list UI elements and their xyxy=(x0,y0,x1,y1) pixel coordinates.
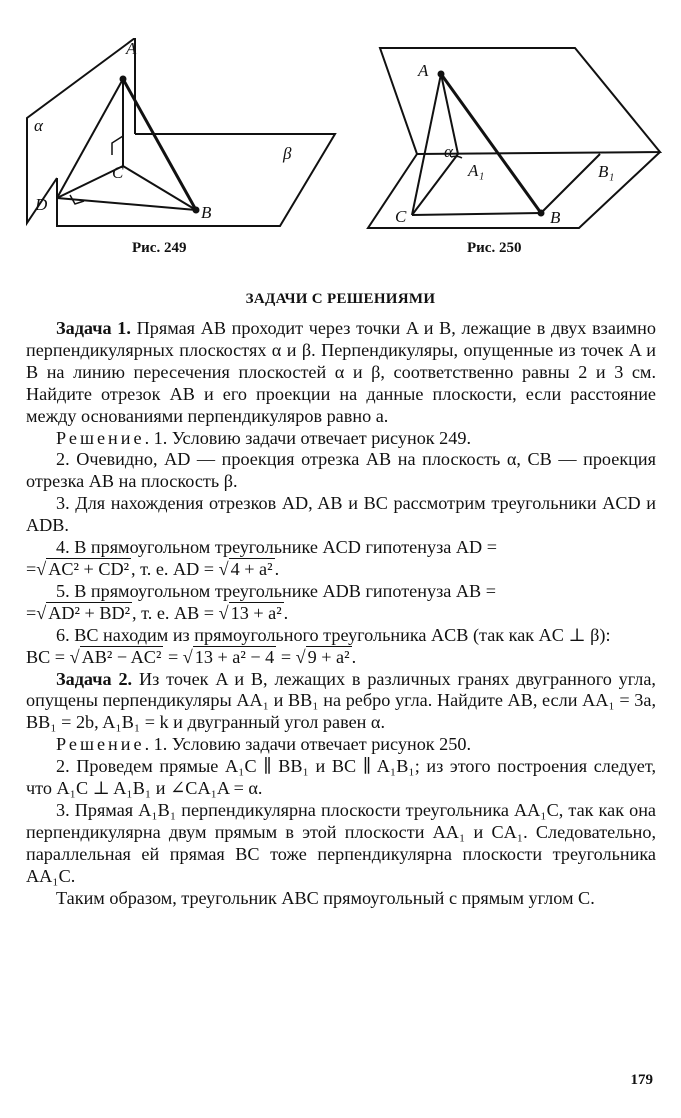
formula-radicand: 13 + a² xyxy=(230,602,282,623)
right-angle-mark-C xyxy=(112,136,123,155)
solution-2-step-1-text: . 1. Условию задачи отвечает рисунок 250. xyxy=(144,734,472,755)
solution-word: Решение xyxy=(56,734,145,755)
section-heading: ЗАДАЧИ С РЕШЕНИЯМИ xyxy=(245,291,436,307)
point-A xyxy=(120,76,127,83)
formula-radicand: AB² − AC² xyxy=(81,646,162,667)
solution-1-step-3: 3. Для нахождения отрезков AD, AB и BC рассмотрим треугольники ACD и ADB. xyxy=(26,493,656,536)
label-alpha: α xyxy=(34,116,43,135)
label-C: C xyxy=(112,163,124,182)
label-alpha: α xyxy=(444,142,453,161)
solution-1-step-1-text: . 1. Условию задачи отвечает рисунок 249. xyxy=(144,427,472,448)
figure-249-drawing xyxy=(20,38,340,238)
formula-part: BC = xyxy=(26,646,70,667)
label-A: A xyxy=(418,61,429,80)
solution-2-step-1 xyxy=(26,734,656,756)
point-B xyxy=(193,207,200,214)
formula-step-5: =√ AD² + BD² , т. е. AB = √ 13 + a² . xyxy=(26,602,289,623)
problem-1-lead: Задача 1. xyxy=(56,318,131,338)
formula-part: , т. е. AD = xyxy=(131,558,219,579)
segment-CB xyxy=(412,213,541,215)
formula-radicand: 13 + a² − 4 xyxy=(194,646,275,667)
caption-fig250: Рис. 250 xyxy=(467,240,522,256)
segment-AB xyxy=(123,79,196,210)
point-B xyxy=(538,210,545,217)
problem-1-text: Прямая AB проходит через точки A и B, лежащие в двух взаимно перпендикулярных плоскостях α и β. Перпендикуляры, опущенные из точек A и B на линию пересечения плоскостей α и β, соответственно равны 2 и 3 см. Найдите отрезок AB и его проекции на данные плоскости, если расстояние между основаниями перпендикуляров равно a. xyxy=(26,318,656,426)
body-text xyxy=(26,318,656,909)
figure-250 xyxy=(330,40,670,235)
solution-2-step-2: 2. Проведем прямые A₁C ∥ BB₁ и BC ∥ A₁B₁; из этого построения следует, что A₁C ⊥ A₁B₁ и ∠CA₁A = α. xyxy=(26,756,656,799)
problem-2 xyxy=(26,669,656,735)
problem-1 xyxy=(26,318,656,428)
formula-part: = xyxy=(26,558,37,579)
formula-part: . xyxy=(351,646,357,667)
formula-part: = xyxy=(163,646,183,667)
label-D: D xyxy=(35,195,48,214)
formula-radicand: AD² + BD² xyxy=(48,602,131,623)
label-B: B xyxy=(201,203,212,222)
page-number: 179 xyxy=(630,1072,653,1088)
solution-1-step-5: 5. В прямоугольном треугольнике ADB гипотенуза AB = xyxy=(56,580,496,601)
problem-2-lead: Задача 2. xyxy=(56,668,133,689)
segment-B1B xyxy=(541,154,600,213)
solution-1-step-6: 6. BC находим из прямоугольного треугольника ACB (так как AC ⊥ β): xyxy=(56,624,611,645)
label-A: A xyxy=(126,39,137,58)
formula-part: . xyxy=(274,558,280,579)
formula-radicand: AC² + CD² xyxy=(48,558,130,579)
label-A1: A₁ xyxy=(468,161,485,180)
label-B1: B₁ xyxy=(598,162,615,181)
solution-2-step-3: 3. Прямая A₁B₁ перпендикулярна плоскости треугольника AA₁C, так как она перпендикулярна двум прямым в этой плоскости AA₁ и CA₁. Следовательно, параллельная ей прямая BC тоже перпендикулярна плоскости треугольника AA₁C. xyxy=(26,799,656,886)
label-B: B xyxy=(550,208,561,227)
formula-step-6: BC = √ AB² − AC² = √ 13 + a² − 4 = √ 9 + a² . xyxy=(26,646,357,667)
label-C: C xyxy=(395,207,407,226)
formula-part: . xyxy=(283,602,289,623)
solution-2-conclusion: Таким образом, треугольник ABC прямоугольный с прямым углом C. xyxy=(56,887,595,908)
solution-1-step-4: 4. В прямоугольном треугольнике ACD гипотенуза AD = xyxy=(56,537,497,558)
formula-radicand: 9 + a² xyxy=(307,646,350,667)
formula-part: = xyxy=(26,602,37,623)
solution-word: Решение xyxy=(56,427,145,448)
formula-part: , т. е. AB = xyxy=(132,602,219,623)
formula-step-4: =√ AC² + CD² , т. е. AD = √ 4 + a² . xyxy=(26,558,280,579)
caption-fig249: Рис. 249 xyxy=(132,240,187,256)
figure-250-drawing xyxy=(330,40,670,235)
solution-1-step-2: 2. Очевидно, AD — проекция отрезка AB на плоскость α, CB — проекция отрезка AB на плоскость β. xyxy=(26,449,656,492)
formula-radicand: 4 + a² xyxy=(230,558,273,579)
lower-plane-outline xyxy=(368,152,660,228)
solution-1-step-1 xyxy=(26,428,656,450)
label-beta: β xyxy=(283,144,292,163)
point-A xyxy=(438,71,445,78)
figure-249 xyxy=(20,38,340,238)
problem-2-text: Из точек A и B, лежащих в различных гранях двугранного угла, опущены перпендикуляры AA₁ и BB₁ на ребро угла. Найдите AB, если AA₁ = 3a, BB₁ = 2b, A₁B₁ = k и двугранный угол равен α. xyxy=(26,668,656,733)
segment-AC xyxy=(412,74,441,215)
formula-part: = xyxy=(276,646,296,667)
segment-DB xyxy=(57,198,196,210)
